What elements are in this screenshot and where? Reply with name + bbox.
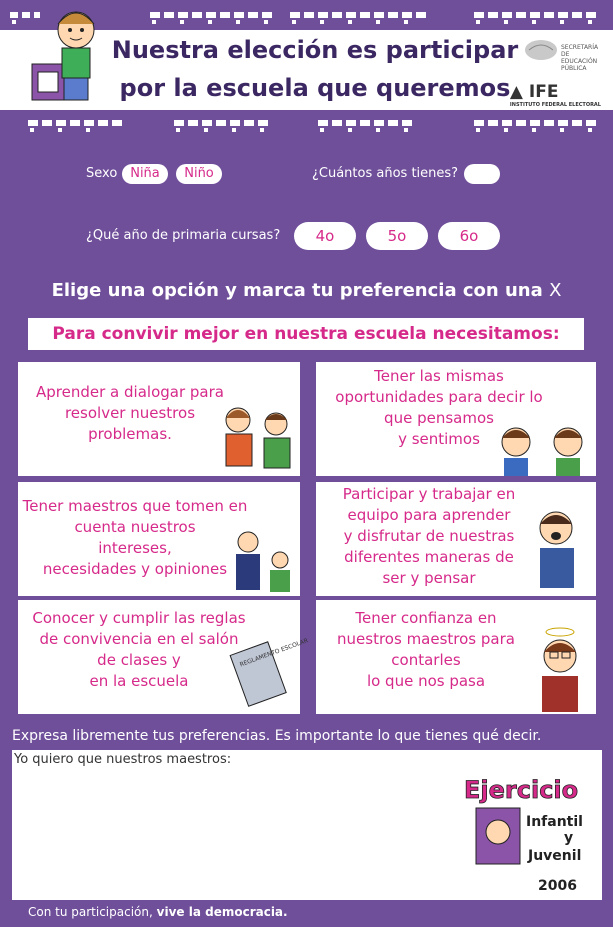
title-line-1: Nuestra elección es participar — [111, 36, 519, 64]
logo-y: y — [564, 830, 574, 846]
edad-input[interactable] — [464, 164, 500, 184]
ife-text: IFE — [528, 82, 559, 102]
option-5o[interactable]: 5o — [366, 222, 428, 250]
option-4-line: diferentes maneras de — [344, 548, 514, 566]
bottom-pattern — [0, 114, 613, 136]
option-2-line: Tener las mismas — [374, 367, 504, 385]
option-text-1 — [30, 382, 230, 445]
logo-ejercicio: Ejercicio — [464, 776, 579, 804]
logo-juvenil: Juvenil — [528, 848, 582, 864]
option-5-line: de clases y — [97, 651, 181, 669]
option-text-6 — [326, 608, 526, 692]
dialogue-people-icon — [214, 398, 298, 474]
express-text: Expresa libremente tus preferencias. Es importante lo que tienes qué decir. — [12, 728, 542, 744]
option-nina[interactable]: Niña — [122, 164, 168, 184]
option-4-line: ser y pensar — [382, 569, 476, 587]
ife-subtitle: INSTITUTO FEDERAL ELECTORAL — [509, 102, 601, 108]
option-5-line: en la escuela — [89, 672, 189, 690]
ife-star-icon: ▲ — [509, 82, 523, 102]
option-card-2[interactable] — [316, 362, 596, 476]
option-card-3[interactable] — [18, 482, 300, 596]
option-6o[interactable]: 6o — [438, 222, 500, 250]
option-6-line: Tener confianza en — [355, 609, 497, 627]
option-1-line: Aprender a dialogar para — [36, 383, 224, 401]
option-text-4 — [324, 484, 534, 589]
sexo-label: Sexo — [86, 166, 118, 181]
option-6-line: nuestros maestros para — [337, 630, 515, 648]
option-3-line: Tener maestros que tomen en — [22, 497, 248, 515]
option-nino[interactable]: Niño — [176, 164, 222, 184]
sep-text: SECRETARÍA DE EDUCACIÓN PÚBLICA — [561, 44, 599, 72]
option-card-1[interactable] — [18, 362, 300, 476]
option-text-3 — [20, 496, 250, 580]
option-card-4[interactable] — [316, 482, 596, 596]
option-card-5[interactable] — [18, 600, 310, 714]
write-label: Yo quiero que nuestros maestros: — [14, 752, 232, 767]
bottom-line — [28, 905, 288, 919]
option-4-line: Participar y trabajar en — [342, 485, 516, 503]
option-3-line: cuenta nuestros — [74, 518, 196, 536]
sep-logo — [523, 38, 603, 72]
rulebook-label: REGLAMENTO ESCOLAR — [238, 637, 310, 669]
eagle-seal-icon — [523, 38, 559, 62]
option-3-line: intereses, — [98, 539, 172, 557]
write-area[interactable] — [12, 750, 602, 900]
logo-year: 2006 — [538, 878, 577, 894]
rulebook-icon — [224, 636, 310, 710]
instruction — [0, 280, 613, 301]
instruction-mark: X — [549, 280, 562, 301]
logo-infantil: Infantil — [526, 814, 583, 830]
option-4o[interactable]: 4o — [294, 222, 356, 250]
title-line-2: por la escuela que queremos — [119, 74, 511, 102]
option-4-line: equipo para aprender — [347, 506, 511, 524]
teacher-students-icon — [226, 526, 298, 596]
bottom-bold: vive la democracia. — [156, 905, 288, 919]
option-5-line: de convivencia en el salón — [39, 630, 239, 648]
option-card-6[interactable] — [316, 600, 596, 714]
option-6-line: contarles — [391, 651, 461, 669]
two-kids-talking-icon — [492, 418, 592, 476]
option-text-5 — [22, 608, 256, 692]
teacher-halo-icon — [530, 626, 590, 712]
option-6-line: lo que nos pasa — [366, 672, 486, 690]
option-1-line: problemas. — [88, 425, 172, 443]
grado-label: ¿Qué año de primaria cursas? — [86, 228, 281, 243]
option-5-line: Conocer y cumplir las reglas — [32, 609, 246, 627]
option-2-line: que pensamos — [384, 409, 494, 427]
option-4-line: y disfrutar de nuestras — [343, 527, 515, 545]
singing-kid-icon — [526, 506, 590, 592]
kid-ballot-box-illustration — [24, 4, 110, 108]
options-banner: Para convivir mejor en nuestra escuela necesitamos: — [28, 318, 584, 350]
option-2-line: y sentimos — [398, 430, 480, 448]
option-1-line: resolver nuestros — [64, 404, 196, 422]
ife-logo — [510, 82, 601, 108]
ejercicio-logo — [454, 768, 594, 898]
bottom-pre: Con tu participación, — [28, 905, 153, 919]
option-3-line: necesidades y opiniones — [42, 560, 228, 578]
edad-label: ¿Cuántos años tienes? — [312, 166, 459, 181]
instruction-text: Elige una opción y marca tu preferencia con una — [51, 280, 543, 301]
option-2-line: oportunidades para decir lo — [335, 388, 543, 406]
